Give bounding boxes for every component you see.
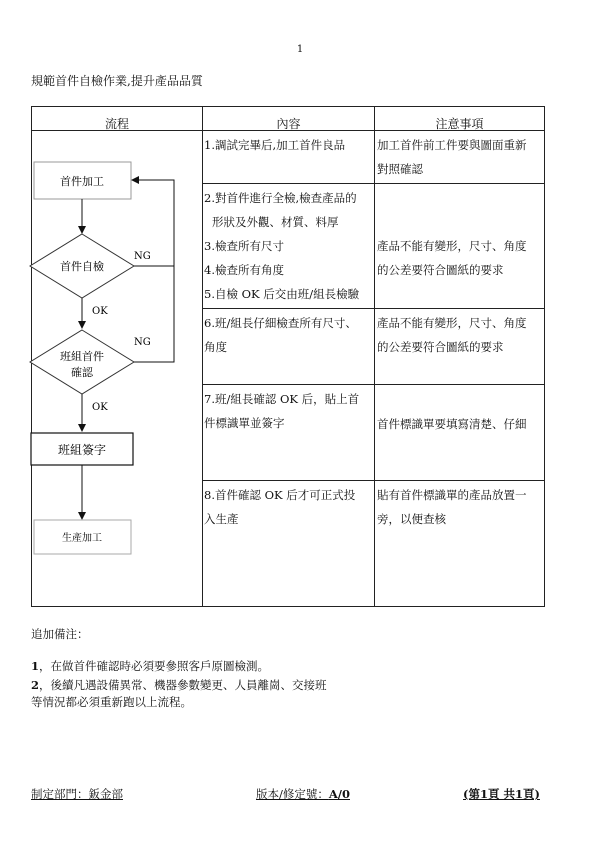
footer-version-label: 版本/修定號： xyxy=(256,787,329,801)
ng-label: NG xyxy=(134,337,151,348)
process-box-team-sign-label: 班組簽字 xyxy=(57,443,107,457)
remark-item-2 xyxy=(31,677,327,694)
remark-text: ，後續凡遇設備異常、機器參數變更、人員離崗、交接班 xyxy=(39,678,327,692)
header-flow: 流程 xyxy=(104,117,129,131)
remark-number: 1 xyxy=(31,659,40,673)
notes-line: 加工首件前工件要與圖面重新 xyxy=(377,138,527,152)
content-line: 7.班/組長確認 OK 后，貼上首 xyxy=(204,392,360,406)
footer-page-prefix: (第 xyxy=(463,787,480,801)
footer-dept-value: 鈑金部 xyxy=(88,787,123,801)
decision-self-inspect-label: 首件自檢 xyxy=(60,260,104,273)
ng-label: NG xyxy=(134,251,151,262)
footer-version xyxy=(256,786,350,802)
content-line: 角度 xyxy=(204,340,227,354)
header-content: 內容 xyxy=(276,117,301,131)
footer-page-total: 1 xyxy=(514,787,523,801)
remark-item-1 xyxy=(31,658,269,675)
content-line: 5.自檢 OK 后交由班/組長檢驗 xyxy=(204,287,360,301)
process-box-first-piece-label: 首件加工 xyxy=(60,175,104,188)
content-line: 形狀及外觀、材質、料厚 xyxy=(212,215,339,229)
notes-line: 旁，以便查核 xyxy=(377,512,446,526)
remarks-heading: 追加備注： xyxy=(31,627,89,641)
document-title: 規範首件自檢作業,提升產品品質 xyxy=(31,74,203,88)
ok-label: OK xyxy=(92,402,108,413)
notes-line: 首件標識單要填寫清楚、仔細 xyxy=(377,417,527,431)
footer-dept-label: 制定部門： xyxy=(31,787,89,801)
remark-item-2-cont: 等情況都必須重新跑以上流程。 xyxy=(31,695,192,709)
content-line: 1.調試完畢后,加工首件良品 xyxy=(204,138,346,152)
remark-number: 2 xyxy=(31,678,40,692)
page-number: 1 xyxy=(296,44,304,55)
footer-page-info xyxy=(463,786,540,802)
content-line: 入生產 xyxy=(204,512,239,526)
notes-line: 產品不能有變形，尺寸、角度 xyxy=(377,316,527,330)
footer-page-current: 1 xyxy=(479,787,488,801)
decision-team-confirm-label-1: 班組首件 xyxy=(60,350,104,363)
remark-text: ，在做首件確認時必須要參照客戶原圖檢測。 xyxy=(39,659,270,673)
notes-line: 對照確認 xyxy=(377,162,423,176)
content-line: 6.班/組長仔細檢查所有尺寸、 xyxy=(204,316,357,330)
notes-line: 產品不能有變形，尺寸、角度 xyxy=(377,239,527,253)
notes-line: 的公差要符合圖紙的要求 xyxy=(377,263,504,277)
footer-page-mid: 頁 共 xyxy=(487,787,515,801)
content-line: 8.首件確認 OK 后才可正式投 xyxy=(204,488,356,502)
notes-line: 貼有首件標識單的產品放置一 xyxy=(377,488,527,502)
content-line: 3.檢查所有尺寸 xyxy=(204,239,284,253)
notes-line: 的公差要符合圖紙的要求 xyxy=(377,340,504,354)
footer-page-suffix: 頁) xyxy=(523,787,540,801)
header-notes: 注意事項 xyxy=(435,117,484,131)
process-box-production-label: 生產加工 xyxy=(62,533,102,544)
content-line: 2.對首件進行全檢,檢查產品的 xyxy=(204,191,357,205)
ok-label: OK xyxy=(92,306,108,317)
footer-department xyxy=(31,786,123,802)
decision-team-confirm-label-2: 確認 xyxy=(71,366,93,379)
content-line: 4.檢查所有角度 xyxy=(204,263,284,277)
footer-version-value: A/0 xyxy=(328,787,350,801)
content-line: 件標識單並簽字 xyxy=(204,416,285,430)
